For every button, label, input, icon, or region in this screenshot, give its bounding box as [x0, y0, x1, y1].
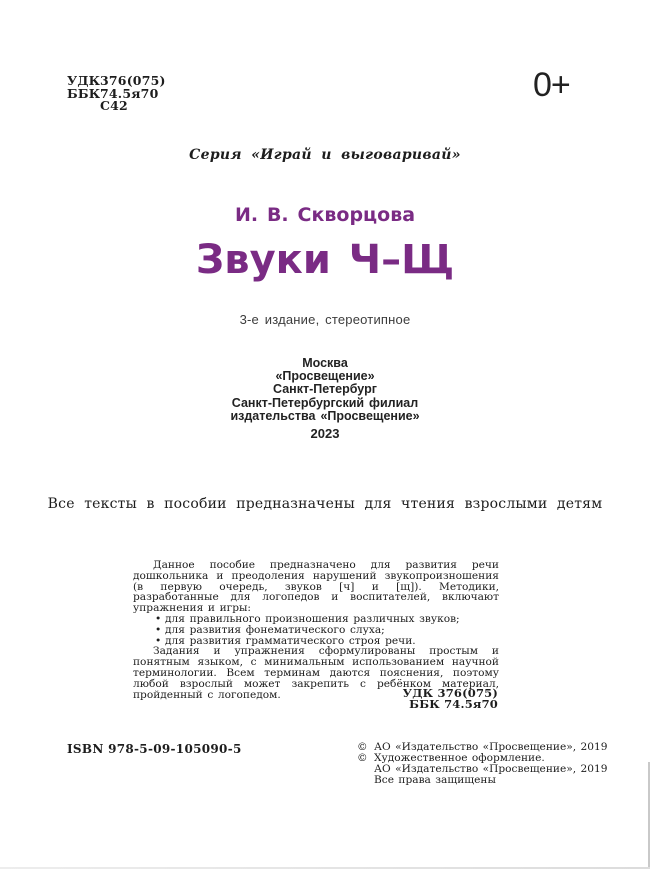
bbk-label: ББК [67, 85, 101, 101]
annotation-paragraph-1: Данное пособие предназначено для развития речи дошкольника и преодоления нарушений звукопроизношения (в первую очередь, звуков [ч] и [щ]). Методики, разработанные для логопедов и воспитателей, включают упражнения и игры: [133, 559, 499, 615]
bbk-bottom-value: ББК 74.5я70 [409, 697, 498, 711]
copyright-text: Все права защищены [374, 774, 496, 786]
bullet-text: для развития грамматического строя речи. [165, 634, 416, 647]
series-line: Серия «Играй и выговаривай» [189, 147, 461, 163]
bullet-text: для развития фонематического слуха; [165, 623, 385, 636]
copyright-symbol: © [357, 752, 368, 764]
imprint-city: Москва [302, 356, 348, 370]
author-code-value: С42 [100, 98, 128, 114]
author-code-spacer [67, 100, 100, 113]
annotation-paragraph-2: Задания и упражнения сформулированы простым и понятным языком, с минимальным использованием научной терминологии. Всем терминам даются пояснения, поэтому любой взрослый может закрепить с ребёнком материал, пройденный с логопедом. [133, 645, 499, 701]
udk-label: УДК [67, 73, 101, 88]
imprint-block [0, 357, 650, 440]
imprint-publisher: «Просвещение» [275, 369, 375, 384]
imprint-city-2: Санкт-Петербург [273, 382, 377, 397]
copyright-text: Художественное оформление. [374, 752, 545, 764]
imprint-branch-2: издательства «Просвещение» [230, 408, 420, 423]
copyright-text: АО «Издательство «Просвещение», 2019 [374, 763, 608, 775]
udk-value: 376(075) [100, 73, 166, 88]
author-code-line [67, 100, 166, 113]
copyright-line [357, 775, 607, 786]
copyright-block [357, 742, 607, 786]
isbn-line: ISBN 978-5-09-105090-5 [67, 742, 242, 756]
bullet-text: для правильного произношения различных звуков; [165, 612, 460, 625]
bullet-marker: • [155, 634, 162, 647]
author-name: И. В. Скворцова [234, 204, 416, 226]
edition-note: 3-е издание, стереотипное [239, 312, 411, 327]
age-rating-badge: 0+ [533, 66, 570, 104]
udk-classification-top [67, 75, 166, 113]
bbk-value: 74.5я70 [100, 85, 159, 101]
imprint-branch: Санкт-Петербургский филиал [231, 395, 419, 410]
bullet-item [133, 636, 499, 647]
publication-year: 2023 [310, 426, 340, 442]
copyright-symbol-spacer [357, 764, 374, 775]
udk-bottom-value: УДК 376(075) [402, 686, 498, 700]
book-title: Звуки Ч–Щ [195, 237, 455, 283]
reading-notice: Все тексты в пособии предназначены для чтения взрослыми детям [47, 496, 603, 512]
udk-classification-bottom [403, 688, 498, 710]
annotation-block [133, 560, 499, 700]
copyright-text: АО «Издательство «Просвещение», 2019 [374, 741, 608, 753]
bullet-marker: • [155, 623, 162, 636]
bullet-marker: • [155, 612, 162, 625]
copyright-symbol: © [357, 741, 368, 753]
copyright-symbol-spacer [357, 775, 374, 786]
